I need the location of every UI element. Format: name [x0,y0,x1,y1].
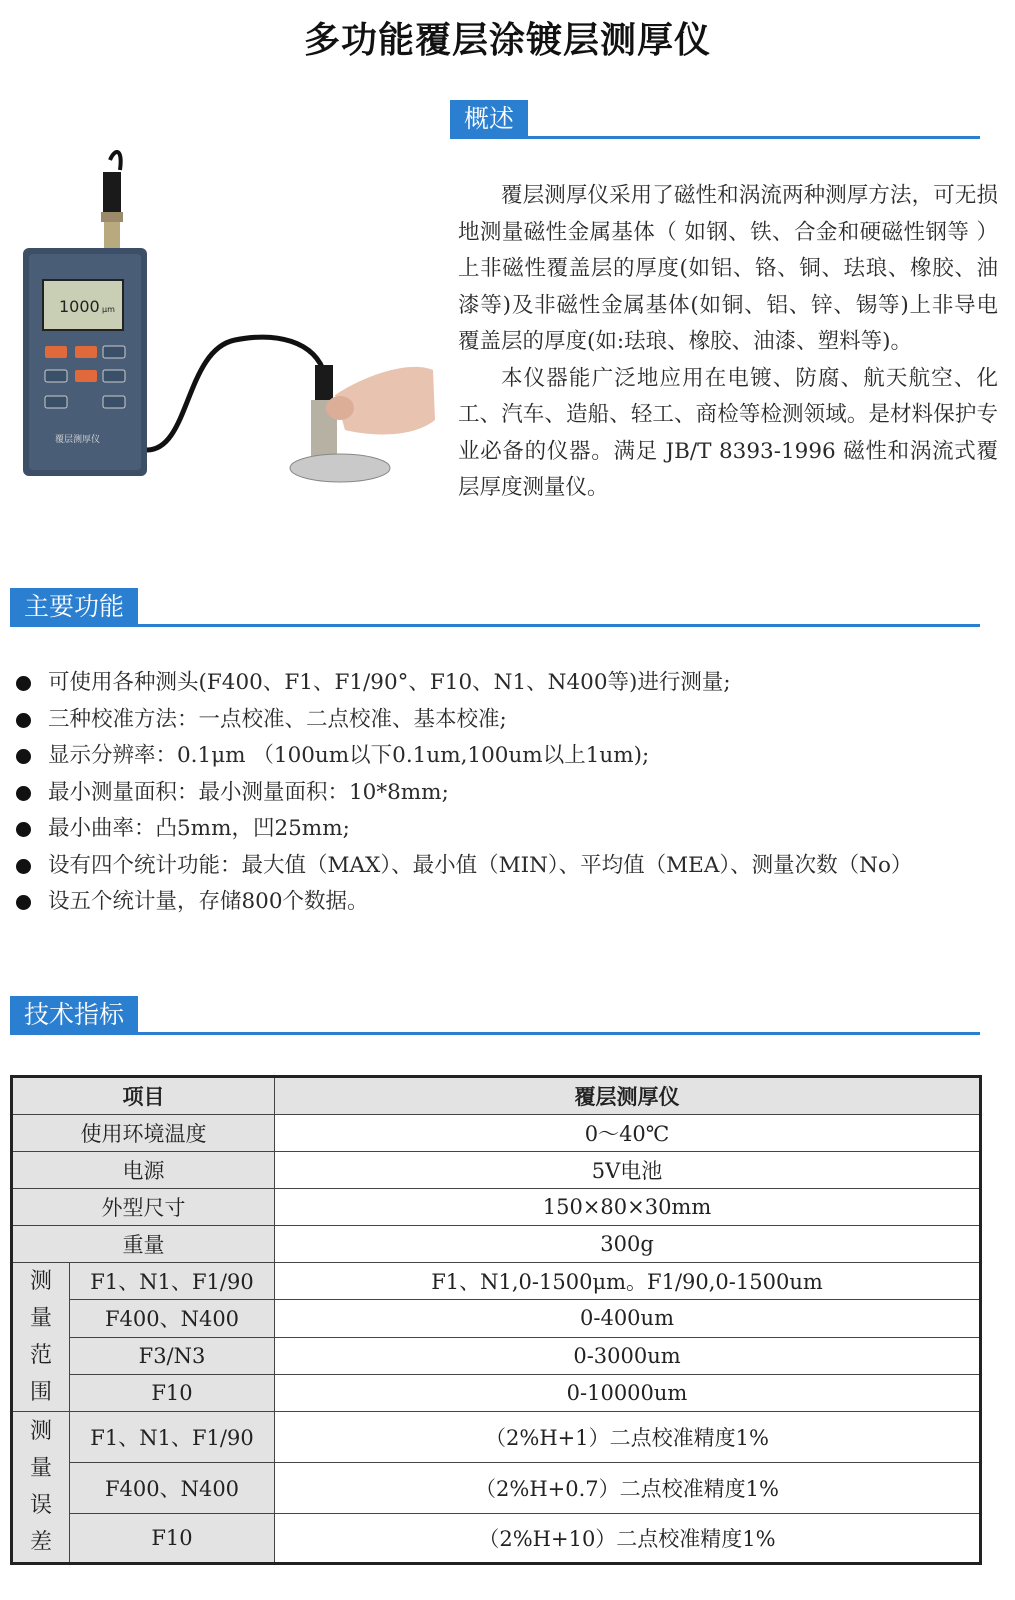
table-row [12,1514,981,1564]
bullet-icon [16,822,31,837]
list-item: 最小曲率：凸5mm，凹25mm; [10,811,1000,848]
bullet-icon [16,895,31,910]
table-row [12,1115,981,1152]
page-title: 多功能覆层涂镀层测厚仪 [303,20,711,61]
overview-rule [450,136,980,139]
probe-label: F400、N400 [70,1463,275,1514]
table-row [12,1300,981,1337]
row-label: 使用环境温度 [12,1115,275,1152]
lcd-reading: 1000 [59,297,100,316]
bullet-icon [16,786,31,801]
spec-table [10,1075,982,1565]
row-value: （2%H+10）二点校准精度1% [275,1514,981,1564]
bullet-icon [16,713,31,728]
list-item: 最小测量面积：最小测量面积：10*8mm; [10,775,1000,812]
table-row [12,1189,981,1226]
probe-label: F3/N3 [70,1337,275,1374]
product-photo [15,150,445,505]
features-rule [10,624,980,627]
range-group-label: 测 量 范 围 [12,1263,70,1412]
features-list [10,665,1000,921]
device-label: 覆层测厚仪 [55,435,101,445]
lcd-unit: μm [102,305,115,314]
row-value: 0-400um [275,1300,981,1337]
row-value: 300g [275,1226,981,1263]
table-row [12,1152,981,1189]
row-value: 0～40℃ [275,1115,981,1152]
bullet-icon [16,749,31,764]
list-item: 三种校准方法：一点校准、二点校准、基本校准; [10,702,1000,739]
row-value: （2%H+0.7）二点校准精度1% [275,1463,981,1514]
list-item: 可使用各种测头(F400、F1、F1/90°、F10、N1、N400等)进行测量; [10,665,1000,702]
overview-paragraph: 覆层测厚仪采用了磁性和涡流两种测厚方法，可无损地测量磁性金属基体（ 如钢、铁、合金和硬磁性钢等 ）上非磁性覆盖层的厚度(如铝、铬、铜、珐琅、橡胶、油漆等)及非磁性金属基体(如铜、铝、锌、锡等)上非导电覆盖层的厚度(如:珐琅、橡胶、油漆、塑料等)。 [458,183,998,354]
table-row [12,1337,981,1374]
specs-heading-label: 技术指标 [10,996,138,1034]
list-item: 设五个统计量，存储800个数据。 [10,884,1000,921]
row-label: 电源 [12,1152,275,1189]
list-item: 设有四个统计功能：最大值（MAX）、最小值（MIN）、平均值（MEA）、测量次数（No） [10,848,1000,885]
probe-label: F10 [70,1514,275,1564]
probe-label: F10 [70,1374,275,1411]
error-group-label: 测 量 误 差 [12,1412,70,1564]
list-item: 显示分辨率：0.1μm （100um以下0.1um,100um以上1um); [10,738,1000,775]
table-row [12,1374,981,1411]
col-header-item: 项目 [12,1077,275,1115]
specs-rule [10,1032,980,1035]
table-row [12,1463,981,1514]
probe-label: F1、N1、F1/90 [70,1263,275,1300]
overview-text [458,178,998,507]
overview-heading [450,100,980,140]
row-value: 5V电池 [275,1152,981,1189]
table-row [12,1226,981,1263]
row-value: 0-10000um [275,1374,981,1411]
specs-heading [10,996,980,1036]
features-heading-label: 主要功能 [10,588,138,626]
bullet-icon [16,676,31,691]
features-heading [10,588,980,628]
row-label: 外型尺寸 [12,1189,275,1226]
probe-label: F400、N400 [70,1300,275,1337]
row-value: （2%H+1）二点校准精度1% [275,1412,981,1463]
col-header-value: 覆层测厚仪 [275,1077,981,1115]
row-value: F1、N1,0-1500μm。F1/90,0-1500um [275,1263,981,1300]
row-value: 0-3000um [275,1337,981,1374]
table-row [12,1263,981,1300]
table-header-row [12,1077,981,1115]
row-label: 重量 [12,1226,275,1263]
bullet-icon [16,859,31,874]
row-value: 150×80×30mm [275,1189,981,1226]
probe-label: F1、N1、F1/90 [70,1412,275,1463]
table-row [12,1412,981,1463]
thickness-gauge-illustration [15,150,445,505]
overview-heading-label: 概述 [450,100,528,138]
overview-paragraph: 本仪器能广泛地应用在电镀、防腐、航天航空、化工、汽车、造船、轻工、商检等检测领域。是材料保护专业必备的仪器。满足 JB/T 8393-1996 磁性和涡流式覆层厚度测量仪。 [458,365,998,500]
